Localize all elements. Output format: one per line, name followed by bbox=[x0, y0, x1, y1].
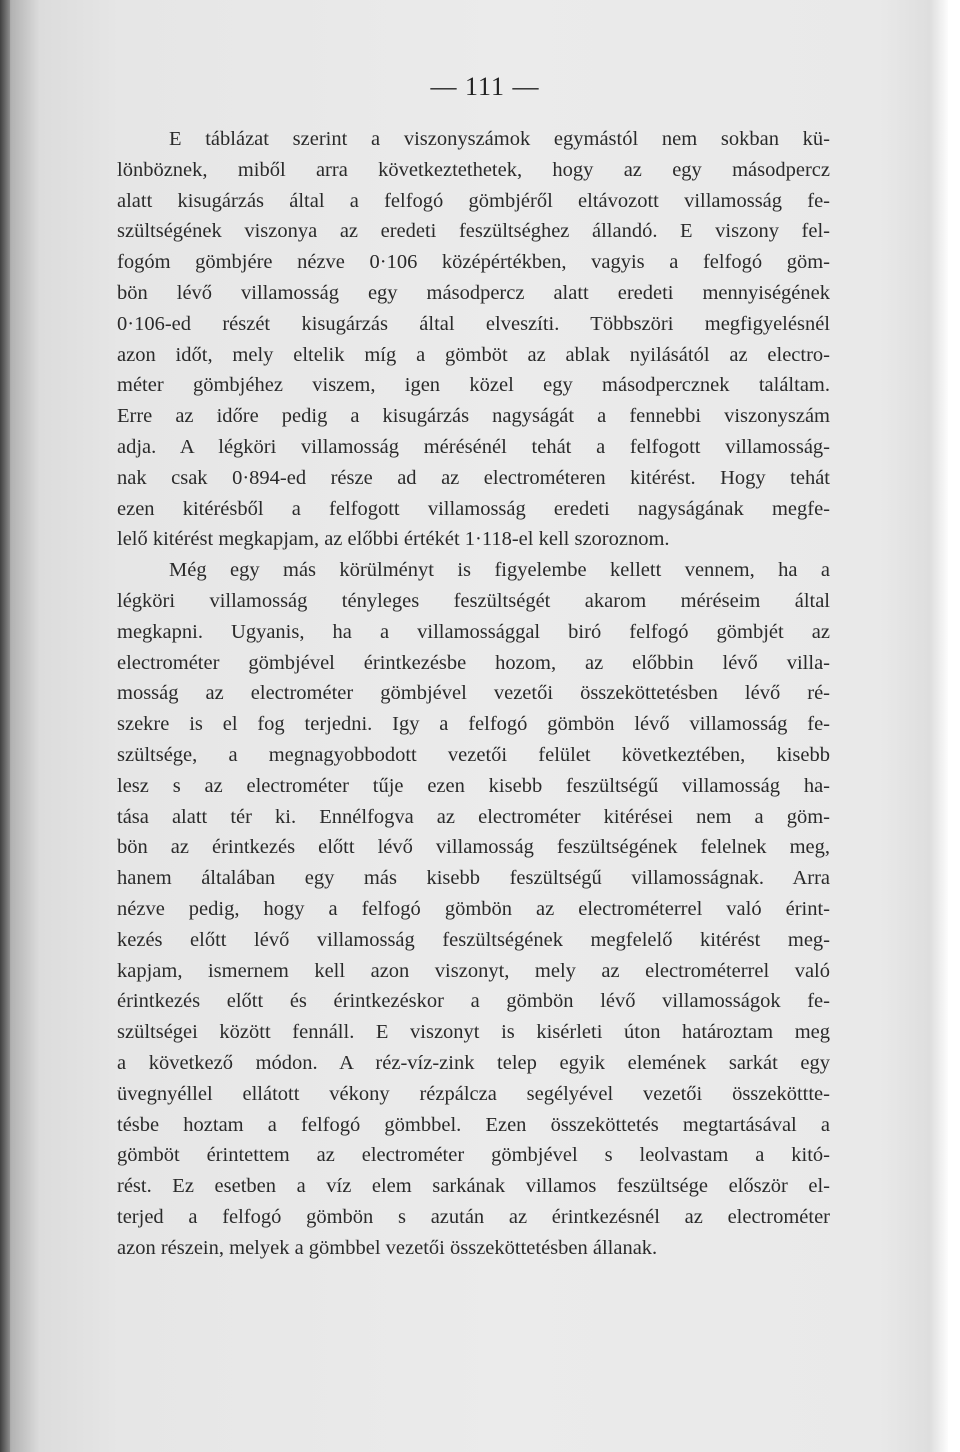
text-line: 0·106-ed részét kisugárzás által elveszíti. Többszöri megfigyelésnél bbox=[117, 312, 830, 335]
page-number: — 111 — bbox=[430, 72, 540, 101]
text-line: kapjam, ismernem kell azon viszonyt, mely az electrométerrel való bbox=[117, 959, 830, 982]
text-line: szekre is el fog terjedni. Igy a felfogó gömbön lévő villamosság fe- bbox=[117, 713, 830, 736]
text-line: Erre az időre pedig a kisugárzás nagyságát a fennebbi viszonyszám bbox=[117, 405, 830, 428]
text-line: bön az érintkezés előtt lévő villamosság feszültségének felelnek meg, bbox=[117, 836, 830, 859]
text-line: tésbe hoztam a felfogó gömbbel. Ezen összeköttetés megtartásával a bbox=[117, 1113, 830, 1136]
text-line: hanem általában egy más kisebb feszültségű villamosságnak. Arra bbox=[117, 867, 830, 890]
text-line: szültségének viszonya az eredeti feszültséghez állandó. E viszony fel- bbox=[117, 220, 830, 243]
page-margin-right bbox=[948, 0, 960, 1452]
text-line: terjed a felfogó gömbön s azután az érintkezésnél az electrométer bbox=[117, 1205, 830, 1228]
text-line: üvegnyéllel ellátott vékony rézpálcza segélyével vezetői összeköttte- bbox=[117, 1082, 830, 1105]
text-line: lesz s az electrométer tűje ezen kisebb feszültségű villamosság ha- bbox=[117, 774, 830, 797]
text-line: gömböt érintettem az electrométer gömbjével s leolvastam a kitó- bbox=[117, 1144, 830, 1167]
text-line: azon részein, melyek a gömbbel vezetői összeköttetésben állanak. bbox=[117, 1236, 658, 1259]
text-line: tása alatt tér ki. Ennélfogva az electrométer kitérései nem a göm- bbox=[117, 805, 830, 828]
text-line: lönböznek, miből arra következtethetek, hogy az egy másodpercz bbox=[117, 158, 830, 181]
text-line: lelő kitérést megkapjam, az előbbi értékét 1·118-el kell szoroznom. bbox=[117, 528, 670, 551]
text-line: bön lévő villamosság egy másodpercz alatt eredeti mennyiségének bbox=[117, 281, 830, 304]
text-line: E táblázat szerint a viszonyszámok egymástól nem sokban kü- bbox=[169, 128, 830, 150]
text-line: szültségei között fennáll. E viszonyt is kisérleti úton határoztam meg bbox=[117, 1021, 830, 1044]
text-line: Még egy más körülményt is figyelembe kellett vennem, ha a bbox=[169, 559, 830, 582]
text-line: szültsége, a megnagyobbodott vezetői felület következtében, kisebb bbox=[117, 743, 830, 766]
text-line: a következő módon. A réz-víz-zink telep egyik elemének sarkát egy bbox=[117, 1051, 830, 1074]
text-line: adja. A légköri villamosság mérésénél tehát a felfogott villamosság- bbox=[117, 435, 830, 458]
text-line: érintkezés előtt és érintkezéskor a gömbön lévő villamosságok fe- bbox=[117, 990, 830, 1013]
text-line: megkapni. Ugyanis, ha a villamossággal biró felfogó gömbjét az bbox=[117, 620, 830, 643]
text-line: nak csak 0·894-ed része ad az electrométeren kitérést. Hogy tehát bbox=[117, 466, 830, 489]
text-line: ezen kitérésből a felfogott villamosság eredeti nagyságának megfe- bbox=[117, 497, 830, 520]
text-line: nézve pedig, hogy a felfogó gömbön az electrométerrel való érint- bbox=[117, 897, 830, 920]
text-line: légköri villamosság tényleges feszültségét akarom méréseim által bbox=[117, 589, 830, 612]
text-line: kezés előtt lévő villamosság feszültségének megfelelő kitérést meg- bbox=[117, 928, 830, 951]
text-line: azon időt, mely eltelik míg a gömböt az ablak nyilásától az electro- bbox=[117, 343, 830, 366]
text-line: rést. Ez esetben a víz elem sarkának villamos feszültsége először el- bbox=[117, 1175, 830, 1198]
text-line: electrométer gömbjével érintkezésbe hozom, az előbbin lévő villa- bbox=[117, 651, 830, 674]
text-line: fogóm gömbjére nézve 0·106 középértékben, vagyis a felfogó göm- bbox=[117, 251, 830, 274]
body-text bbox=[117, 124, 830, 1263]
text-line: méter gömbjéhez viszem, igen közel egy másodpercznek találtam. bbox=[117, 374, 830, 397]
text-line: alatt kisugárzás által a felfogó gömbjéről eltávozott villamosság fe- bbox=[117, 189, 830, 212]
page-binding-shadow bbox=[0, 0, 10, 1452]
text-line: mosság az electrométer gömbjével vezetői összeköttetésben lévő ré- bbox=[117, 682, 830, 705]
